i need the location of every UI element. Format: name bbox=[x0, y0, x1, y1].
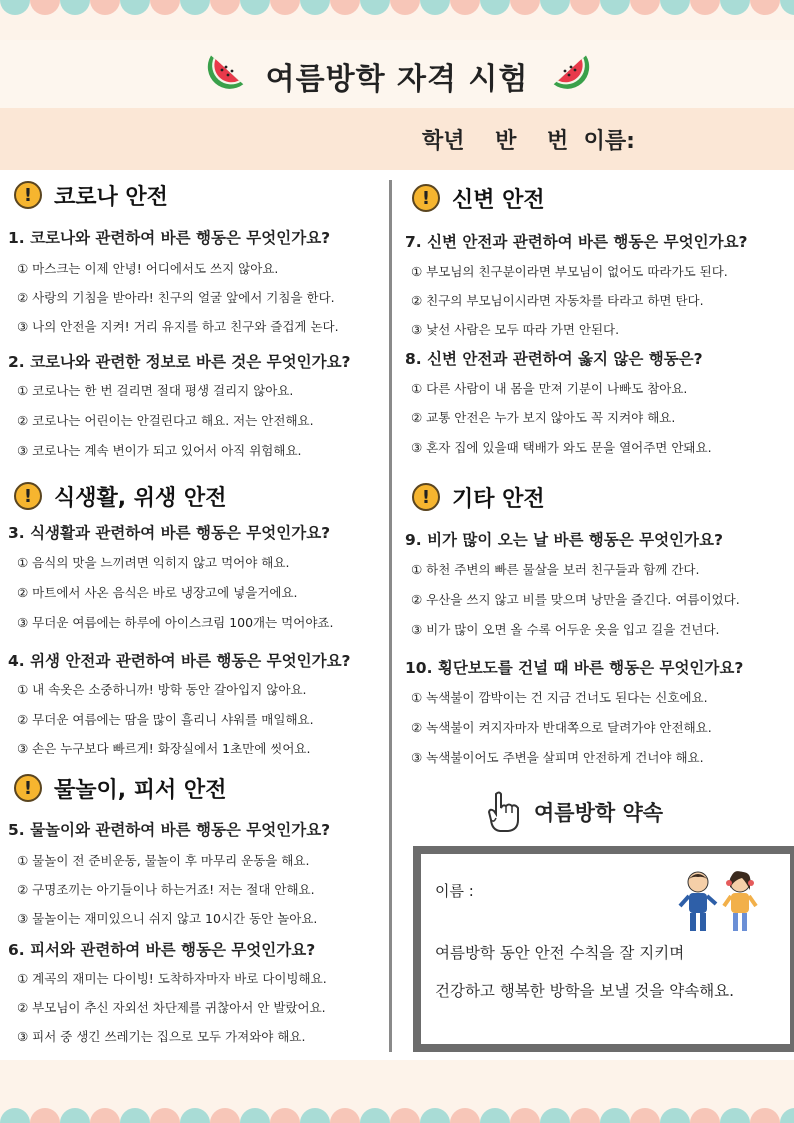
scallop-dot bbox=[0, 0, 30, 15]
promise-header bbox=[484, 790, 663, 834]
question: 4. 위생 안전과 관련하여 바른 행동은 무엇인가요? bbox=[8, 652, 351, 670]
section-other bbox=[412, 479, 545, 515]
option: ③ 낯선 사람은 모두 따라 가면 안된다. bbox=[411, 322, 620, 337]
scallop-dot bbox=[540, 1108, 570, 1123]
section-personal bbox=[412, 180, 545, 216]
warning-icon: ! bbox=[412, 483, 440, 511]
scallop-dot bbox=[240, 0, 270, 15]
pointing-hand-icon bbox=[484, 790, 524, 834]
option: ③ 물놀이는 재미있으니 쉬지 않고 10시간 동안 놀아요. bbox=[17, 911, 318, 926]
question: 9. 비가 많이 오는 날 바른 행동은 무엇인가요? bbox=[405, 531, 723, 549]
scallop-dot bbox=[90, 0, 120, 15]
scallop-dot bbox=[360, 1108, 390, 1123]
children-icon bbox=[676, 868, 766, 938]
section-water bbox=[14, 770, 226, 806]
promise-line-1: 여름방학 동안 안전 수칙을 잘 지키며 bbox=[435, 944, 685, 962]
question: 8. 신변 안전과 관련하여 옳지 않은 행동은? bbox=[405, 350, 703, 368]
option: ② 무더운 여름에는 땀을 많이 흘리니 샤워를 매일해요. bbox=[17, 712, 314, 727]
warning-icon: ! bbox=[412, 184, 440, 212]
scallop-dot bbox=[750, 0, 780, 15]
scallop-dot bbox=[150, 0, 180, 15]
promise-title: 여름방학 약속 bbox=[534, 801, 664, 825]
scallop-dot bbox=[30, 1108, 60, 1123]
scallop-dot bbox=[720, 0, 750, 15]
scallop-dot bbox=[330, 0, 360, 15]
watermelon-icon bbox=[546, 48, 592, 94]
column-divider bbox=[389, 180, 392, 1052]
scallop-dot bbox=[510, 1108, 540, 1123]
option: ① 다른 사람이 내 몸을 만져 기분이 나빠도 참아요. bbox=[411, 381, 688, 396]
option: ① 녹색불이 깜박이는 건 지금 건너도 된다는 신호에요. bbox=[411, 690, 708, 705]
scallop-dot bbox=[120, 1108, 150, 1123]
section-title: 신변 안전 bbox=[452, 187, 545, 213]
option: ③ 나의 안전을 지켜! 거리 유지를 하고 친구와 즐겁게 논다. bbox=[17, 319, 339, 334]
scallop-dot bbox=[150, 1108, 180, 1123]
name-band bbox=[0, 108, 794, 170]
scallop-dot bbox=[270, 0, 300, 15]
scallop-dot bbox=[240, 1108, 270, 1123]
scallop-dot bbox=[60, 1108, 90, 1123]
section-corona bbox=[14, 177, 168, 213]
option: ③ 피서 중 생긴 쓰레기는 집으로 모두 가져와야 해요. bbox=[17, 1029, 306, 1044]
promise-name-label: 이름 : bbox=[435, 882, 474, 900]
warning-icon: ! bbox=[14, 181, 42, 209]
option: ② 구명조끼는 아기들이나 하는거죠! 저는 절대 안해요. bbox=[17, 882, 315, 897]
option: ② 녹색불이 켜지자마자 반대쪽으로 달려가야 안전해요. bbox=[411, 720, 712, 735]
scallop-dot bbox=[600, 0, 630, 15]
student-info-line: 학년 반 번 이름: bbox=[422, 129, 635, 154]
section-title: 기타 안전 bbox=[452, 486, 545, 512]
top-scallop-border bbox=[0, 0, 794, 40]
scallop-dot bbox=[360, 0, 390, 15]
scallop-dot bbox=[600, 1108, 630, 1123]
bottom-scallop-border bbox=[0, 1083, 794, 1123]
scallop-dot bbox=[30, 0, 60, 15]
option: ③ 혼자 집에 있을때 택배가 와도 문을 열어주면 안돼요. bbox=[411, 440, 712, 455]
scallop-dot bbox=[210, 0, 240, 15]
option: ③ 녹색불이어도 주변을 살피며 안전하게 건너야 해요. bbox=[411, 750, 704, 765]
scallop-dot bbox=[390, 1108, 420, 1123]
option: ② 부모님이 추신 자외선 차단제를 귀찮아서 안 발랐어요. bbox=[17, 1000, 326, 1015]
scallop-dot bbox=[0, 1108, 30, 1123]
question: 1. 코로나와 관련하여 바른 행동은 무엇인가요? bbox=[8, 229, 331, 247]
page-title: 여름방학 자격 시험 bbox=[265, 62, 529, 97]
promise-line-2: 건강하고 행복한 방학을 보낼 것을 약속해요. bbox=[435, 982, 735, 1000]
option: ② 사랑의 기침을 받아라! 친구의 얼굴 앞에서 기침을 한다. bbox=[17, 290, 335, 305]
option: ① 계곡의 재미는 다이빙! 도착하자마자 바로 다이빙해요. bbox=[17, 971, 327, 986]
scallop-dot bbox=[780, 1108, 794, 1123]
scallop-dot bbox=[90, 1108, 120, 1123]
option: ① 마스크는 이제 안녕! 어디에서도 쓰지 않아요. bbox=[17, 261, 279, 276]
scallop-dot bbox=[450, 1108, 480, 1123]
scallop-dot bbox=[480, 1108, 510, 1123]
scallop-dot bbox=[540, 0, 570, 15]
scallop-dot bbox=[570, 0, 600, 15]
scallop-dot bbox=[300, 1108, 330, 1123]
scallop-dot bbox=[690, 0, 720, 15]
question: 7. 신변 안전과 관련하여 바른 행동은 무엇인가요? bbox=[405, 233, 748, 251]
scallop-dot bbox=[420, 1108, 450, 1123]
question: 3. 식생활과 관련하여 바른 행동은 무엇인가요? bbox=[8, 524, 331, 542]
scallop-dot bbox=[180, 1108, 210, 1123]
section-title: 식생활, 위생 안전 bbox=[54, 485, 227, 511]
scallop-dot bbox=[630, 0, 660, 15]
scallop-dot bbox=[750, 1108, 780, 1123]
scallop-dot bbox=[720, 1108, 750, 1123]
question: 10. 횡단보도를 건널 때 바른 행동은 무엇인가요? bbox=[405, 659, 744, 677]
question: 5. 물놀이와 관련하여 바른 행동은 무엇인가요? bbox=[8, 821, 331, 839]
option: ③ 코로나는 계속 변이가 되고 있어서 아직 위험해요. bbox=[17, 443, 302, 458]
option: ① 음식의 맛을 느끼려면 익히지 않고 먹어야 해요. bbox=[17, 555, 290, 570]
question: 6. 피서와 관련하여 바른 행동은 무엇인가요? bbox=[8, 941, 316, 959]
section-title: 코로나 안전 bbox=[54, 184, 168, 210]
option: ② 교통 안전은 누가 보지 않아도 꼭 지켜야 해요. bbox=[411, 410, 676, 425]
scallop-dot bbox=[660, 1108, 690, 1123]
warning-icon: ! bbox=[14, 774, 42, 802]
option: ② 친구의 부모님이시라면 자동차를 타라고 하면 탄다. bbox=[411, 293, 704, 308]
option: ② 마트에서 사온 음식은 바로 냉장고에 넣을거에요. bbox=[17, 585, 298, 600]
scallop-dot bbox=[270, 1108, 300, 1123]
scallop-dot bbox=[300, 0, 330, 15]
scallop-dot bbox=[60, 0, 90, 15]
scallop-dot bbox=[420, 0, 450, 15]
section-title: 물놀이, 피서 안전 bbox=[54, 777, 227, 803]
section-food bbox=[14, 478, 226, 514]
scallop-dot bbox=[180, 0, 210, 15]
option: ② 우산을 쓰지 않고 비를 맞으며 낭만을 즐긴다. 여름이었다. bbox=[411, 592, 740, 607]
option: ① 부모님의 친구분이라면 부모님이 없어도 따라가도 된다. bbox=[411, 264, 728, 279]
option: ① 내 속옷은 소중하니까! 방학 동안 갈아입지 않아요. bbox=[17, 682, 307, 697]
scallop-dot bbox=[630, 1108, 660, 1123]
option: ① 하천 주변의 빠른 물살을 보러 친구들과 함께 간다. bbox=[411, 562, 700, 577]
option: ① 물놀이 전 준비운동, 물놀이 후 마무리 운동을 해요. bbox=[17, 853, 310, 868]
scallop-dot bbox=[570, 1108, 600, 1123]
option: ① 코로나는 한 번 걸리면 절대 평생 걸리지 않아요. bbox=[17, 383, 294, 398]
scallop-dot bbox=[390, 0, 420, 15]
question: 2. 코로나와 관련한 정보로 바른 것은 무엇인가요? bbox=[8, 353, 351, 371]
scallop-dot bbox=[780, 0, 794, 15]
scallop-dot bbox=[690, 1108, 720, 1123]
scallop-dot bbox=[660, 0, 690, 15]
scallop-dot bbox=[330, 1108, 360, 1123]
option: ③ 무더운 여름에는 하루에 아이스크림 100개는 먹어야죠. bbox=[17, 615, 334, 630]
warning-icon: ! bbox=[14, 482, 42, 510]
option: ③ 비가 많이 오면 올 수록 어두운 옷을 입고 길을 건넌다. bbox=[411, 622, 720, 637]
option: ② 코로나는 어린이는 안걸린다고 해요. 저는 안전해요. bbox=[17, 413, 314, 428]
promise-box bbox=[413, 846, 794, 1052]
option: ③ 손은 누구보다 빠르게! 화장실에서 1초만에 씻어요. bbox=[17, 741, 311, 756]
scallop-dot bbox=[120, 0, 150, 15]
scallop-dot bbox=[510, 0, 540, 15]
scallop-dot bbox=[450, 0, 480, 15]
scallop-dot bbox=[480, 0, 510, 15]
scallop-dot bbox=[210, 1108, 240, 1123]
